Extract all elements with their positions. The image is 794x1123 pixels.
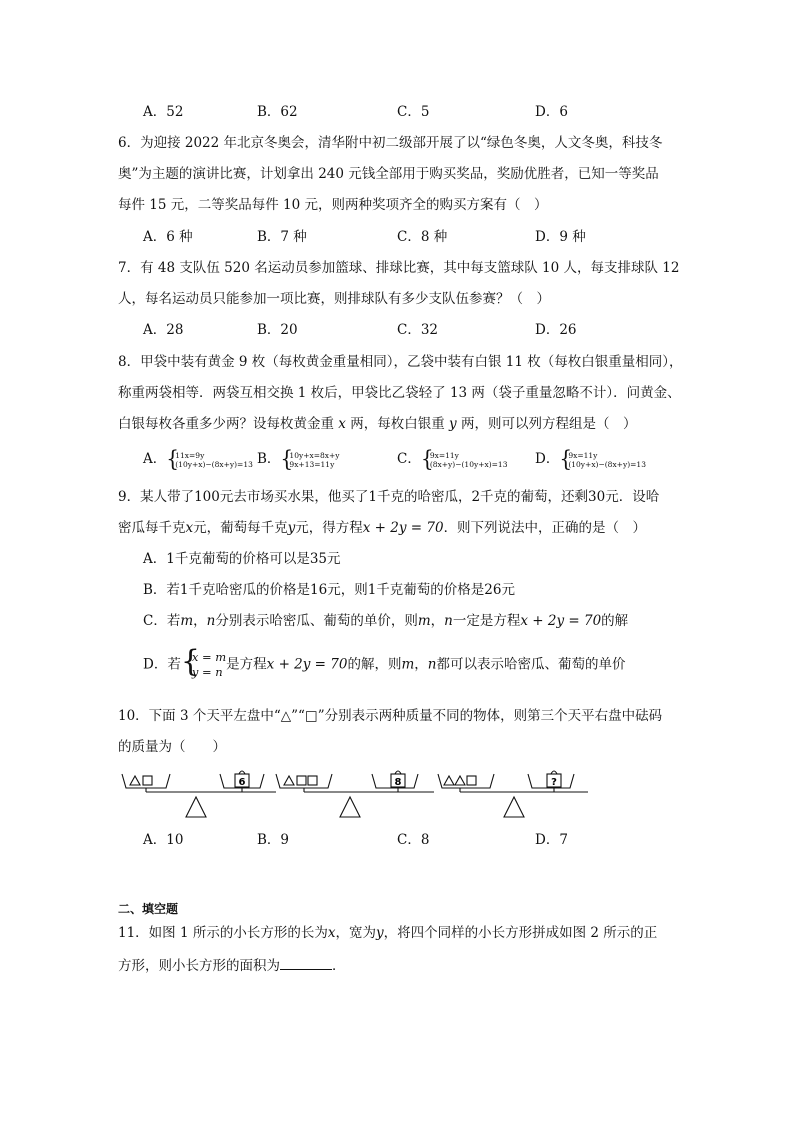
q5-option-c: C．5 <box>397 104 430 120</box>
weight-label-1: 6 <box>238 777 246 788</box>
q9-stem-line1: 9．某人带了100元去市场买水果，他买了1千克的哈密瓜，2千克的葡萄，还剩30元．设哈 <box>118 489 660 505</box>
q7-option-a: A．28 <box>143 322 184 338</box>
triangle-icon <box>455 776 465 785</box>
weight-label-3: ? <box>551 777 557 788</box>
square-icon <box>467 776 476 785</box>
fulcrum-icon <box>504 797 524 817</box>
q8-stem-line3: 白银每枚各重多少两？设每枚黄金重 x 两，每枚白银重 y 两，则可以列方程组是（ ） <box>118 416 637 432</box>
q7-option-d: D．26 <box>535 322 577 338</box>
q8-option-b: B． { 10y+x=8x+y 9x+13=11y <box>257 445 340 472</box>
q11-stem-line1: 11．如图 1 所示的小长方形的长为x，宽为y，将四个同样的小长方形拼成如图 2 所示的正 <box>118 925 658 941</box>
q9-option-a: A．1千克葡萄的价格可以是35元 <box>143 551 341 567</box>
q10-option-d: D．7 <box>535 832 568 848</box>
balance-scale-1 <box>122 771 276 817</box>
q6-stem-line2: 奥”为主题的演讲比赛，计划拿出 240 元钱全部用于购买奖品，奖励优胜者，已知一等奖品 <box>118 166 659 182</box>
balance-scales-figure <box>110 764 590 824</box>
q7-option-b: B．20 <box>257 322 298 338</box>
q9-option-c: C．若m，n分别表示哈密瓜、葡萄的单价，则m，n一定是方程x + 2y = 70的解 <box>143 613 629 629</box>
q6-option-d: D．9 种 <box>535 229 586 245</box>
q10-stem-line2: 的质量为（ ） <box>118 739 226 755</box>
q5-option-d: D．6 <box>535 104 568 120</box>
q5-option-b: B．62 <box>257 104 298 120</box>
weight-label-2: 8 <box>394 777 402 788</box>
q10-option-a: A．10 <box>143 832 184 848</box>
q6-stem-line1: 6．为迎接 2022 年北京冬奥会，清华附中初二级部开展了以“绿色冬奥，人文冬奥，科技冬 <box>118 135 663 151</box>
q8-option-c: C． { 9x=11y (8x+y)−(10y+x)=13 <box>397 445 508 472</box>
q6-option-b: B．7 种 <box>257 229 307 245</box>
answer-blank[interactable] <box>280 955 332 970</box>
section-heading-fill-in: 二、填空题 <box>118 902 179 916</box>
q11-stem-line2: 方形，则小长方形的面积为 ． <box>118 955 346 976</box>
q9-stem-line2: 密瓜每千克x元，葡萄每千克y元，得方程x + 2y = 70．则下列说法中，正确的是（ ） <box>118 520 647 536</box>
q7-stem-line1: 7．有 48 支队伍 520 名运动员参加篮球、排球比赛，其中每支篮球队 10 人，每支排球队 12 <box>118 260 680 276</box>
triangle-icon <box>444 776 454 785</box>
fulcrum-icon <box>340 797 360 817</box>
square-icon <box>308 776 317 785</box>
q10-stem-line1: 10．下面 3 个天平左盘中“△”“□”分别表示两种质量不同的物体，则第三个天平右盘中砝码 <box>118 708 663 724</box>
square-icon <box>143 776 152 785</box>
q8-option-a: A． { 11x=9y (10y+x)−(8x+y)=13 <box>143 445 253 472</box>
q9-option-b: B．若1千克哈密瓜的价格是16元，则1千克葡萄的价格是26元 <box>143 582 515 598</box>
fulcrum-icon <box>186 797 206 817</box>
triangle-icon <box>284 776 294 785</box>
balance-scale-2 <box>276 771 434 817</box>
q8-option-d: D． { 9x=11y (10y+x)−(8x+y)=13 <box>535 445 646 472</box>
q10-option-c: C．8 <box>397 832 430 848</box>
q6-stem-line3: 每件 15 元，二等奖品每件 10 元，则两种奖项齐全的购买方案有（ ） <box>118 197 548 213</box>
q10-option-b: B．9 <box>257 832 290 848</box>
triangle-icon <box>130 776 140 785</box>
q9-option-d: D．若 { x = m y = n 是方程x + 2y = 70的解，则m，n都可以表示哈密瓜、葡萄的单价 <box>143 644 626 679</box>
square-icon <box>297 776 306 785</box>
q6-option-a: A．6 种 <box>143 229 193 245</box>
balance-scale-3 <box>438 771 588 817</box>
q7-stem-line2: 人，每名运动员只能参加一项比赛，则排球队有多少支队伍参赛？（ ） <box>118 291 550 307</box>
q5-option-a: A．52 <box>143 104 184 120</box>
q8-stem-line1: 8．甲袋中装有黄金 9 枚（每枚黄金重量相同），乙袋中装有白银 11 枚（每枚白银重量相同）， <box>118 354 683 370</box>
q8-stem-line2: 称重两袋相等．两袋互相交换 1 枚后，甲袋比乙袋轻了 13 两（袋子重量忽略不计）．问黄金、 <box>118 385 681 401</box>
q7-option-c: C．32 <box>397 322 439 338</box>
q6-option-c: C．8 种 <box>397 229 448 245</box>
